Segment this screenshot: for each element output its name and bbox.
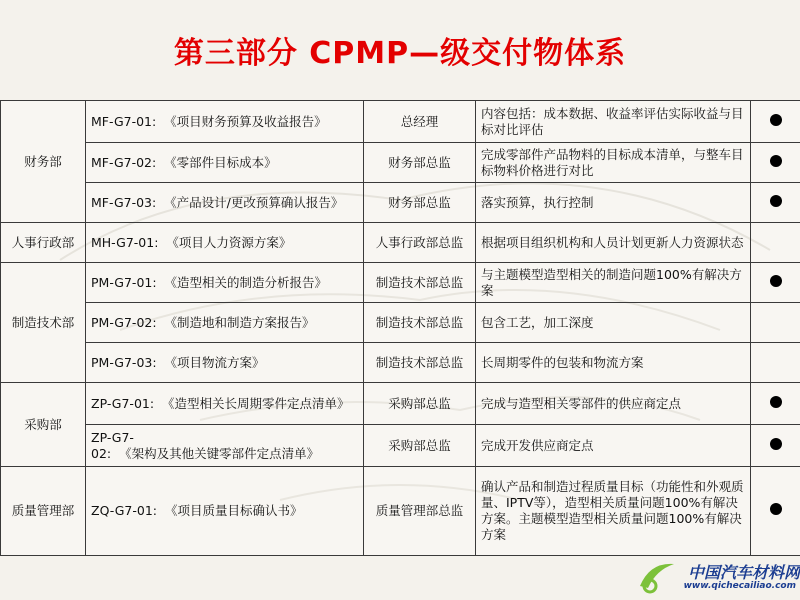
mark-cell [751, 143, 800, 183]
owner-cell: 财务部总监 [364, 143, 476, 183]
bullet-dot-icon [770, 195, 782, 207]
doc-cell: PM-G7-02: 《制造地和制造方案报告》 [86, 303, 364, 343]
desc-cell: 落实预算，执行控制 [476, 183, 751, 223]
bullet-dot-icon [770, 155, 782, 167]
deliverables-table [0, 100, 800, 556]
bullet-dot-icon [770, 438, 782, 450]
table-row [1, 263, 800, 303]
doc-title: 《项目物流方案》 [164, 354, 265, 370]
doc-code: MH-G7-01 [91, 234, 155, 250]
doc-cell: ZP-G7-02: 《架构及其他关键零部件定点清单》 [86, 425, 364, 467]
owner-cell: 制造技术部总监 [364, 263, 476, 303]
doc-code: PM-G7-01 [91, 274, 153, 290]
table-row [1, 223, 800, 263]
doc-code: MF-G7-03 [91, 194, 152, 210]
bullet-dot-icon [770, 275, 782, 287]
owner-cell: 财务部总监 [364, 183, 476, 223]
table-row [1, 343, 800, 383]
table-row [1, 101, 800, 143]
desc-cell: 包含工艺，加工深度 [476, 303, 751, 343]
page-title: 第三部分 CPMP—级交付物体系 [173, 36, 627, 71]
owner-cell: 人事行政部总监 [364, 223, 476, 263]
doc-code: ZP-G7-02 [91, 429, 134, 461]
owner-cell: 质量管理部总监 [364, 467, 476, 556]
mark-cell [751, 383, 800, 425]
desc-cell: 根据项目组织机构和人员计划更新人力资源状态 [476, 223, 751, 263]
doc-code: MF-G7-01 [91, 113, 152, 129]
dept-cell: 质量管理部 [1, 467, 86, 556]
site-logo [636, 548, 800, 600]
doc-cell: MF-G7-03: 《产品设计/更改预算确认报告》 [86, 183, 364, 223]
desc-cell: 长周期零件的包装和物流方案 [476, 343, 751, 383]
dept-cell: 采购部 [1, 383, 86, 467]
mark-cell [751, 263, 800, 303]
doc-title: 《架构及其他关键零部件定点清单》 [119, 445, 320, 461]
table-row [1, 467, 800, 556]
desc-cell: 完成零部件产品物料的目标成本清单，与整车目标物料价格进行对比 [476, 143, 751, 183]
doc-title: 《项目人力资源方案》 [166, 234, 292, 250]
doc-code: MF-G7-02 [91, 154, 152, 170]
mark-cell [751, 343, 800, 383]
owner-cell: 制造技术部总监 [364, 343, 476, 383]
doc-code: PM-G7-02 [91, 314, 153, 330]
mark-cell [751, 467, 800, 556]
logo-url: www.qichecailiao.com [683, 581, 796, 591]
bullet-dot-icon [770, 503, 782, 515]
dept-cell: 人事行政部 [1, 223, 86, 263]
desc-cell: 完成与造型相关零部件的供应商定点 [476, 383, 751, 425]
table-row [1, 183, 800, 223]
doc-title: 《零部件目标成本》 [164, 154, 277, 170]
doc-title: 《项目质量目标确认书》 [164, 503, 303, 518]
doc-title: 《造型相关长周期零件定点清单》 [162, 395, 350, 411]
mark-cell [751, 223, 800, 263]
owner-cell: 制造技术部总监 [364, 303, 476, 343]
table-row [1, 303, 800, 343]
mark-cell [751, 101, 800, 143]
doc-code: ZQ-G7-01 [91, 503, 153, 518]
mark-cell [751, 425, 800, 467]
doc-cell: PM-G7-03: 《项目物流方案》 [86, 343, 364, 383]
owner-cell: 总经理 [364, 101, 476, 143]
dept-cell: 财务部 [1, 101, 86, 223]
owner-cell: 采购部总监 [364, 383, 476, 425]
doc-title: 《项目财务预算及收益报告》 [164, 113, 327, 129]
table-row [1, 143, 800, 183]
table-row [1, 425, 800, 467]
doc-cell: MF-G7-02: 《零部件目标成本》 [86, 143, 364, 183]
doc-cell: MF-G7-01: 《项目财务预算及收益报告》 [86, 101, 364, 143]
doc-cell: PM-G7-01: 《造型相关的制造分析报告》 [86, 263, 364, 303]
desc-cell: 确认产品和制造过程质量目标（功能性和外观质量、IPTV等），造型相关质量问题100%有解决方案。主题模型造型相关质量问题100%有解决方案 [476, 467, 751, 556]
doc-code: PM-G7-03 [91, 354, 153, 370]
doc-title: 《造型相关的制造分析报告》 [164, 274, 328, 290]
owner-cell: 采购部总监 [364, 425, 476, 467]
desc-cell: 完成开发供应商定点 [476, 425, 751, 467]
doc-cell: MH-G7-01: 《项目人力资源方案》 [86, 223, 364, 263]
doc-title: 《产品设计/更改预算确认报告》 [164, 194, 344, 210]
table-row [1, 383, 800, 425]
desc-cell: 内容包括：成本数据、收益率评估实际收益与目标对比评估 [476, 101, 751, 143]
logo-name: 中国汽车材料网 [687, 563, 800, 582]
mark-cell [751, 303, 800, 343]
bullet-dot-icon [770, 114, 782, 126]
desc-cell: 与主题模型造型相关的制造问题100%有解决方案 [476, 263, 751, 303]
doc-title: 《制造地和制造方案报告》 [164, 314, 315, 330]
doc-code: ZP-G7-01 [91, 395, 150, 411]
doc-cell: ZP-G7-01: 《造型相关长周期零件定点清单》 [86, 383, 364, 425]
bullet-dot-icon [770, 396, 782, 408]
doc-cell: ZQ-G7-01: 《项目质量目标确认书》 [86, 467, 364, 556]
dept-cell: 制造技术部 [1, 263, 86, 383]
mark-cell [751, 183, 800, 223]
